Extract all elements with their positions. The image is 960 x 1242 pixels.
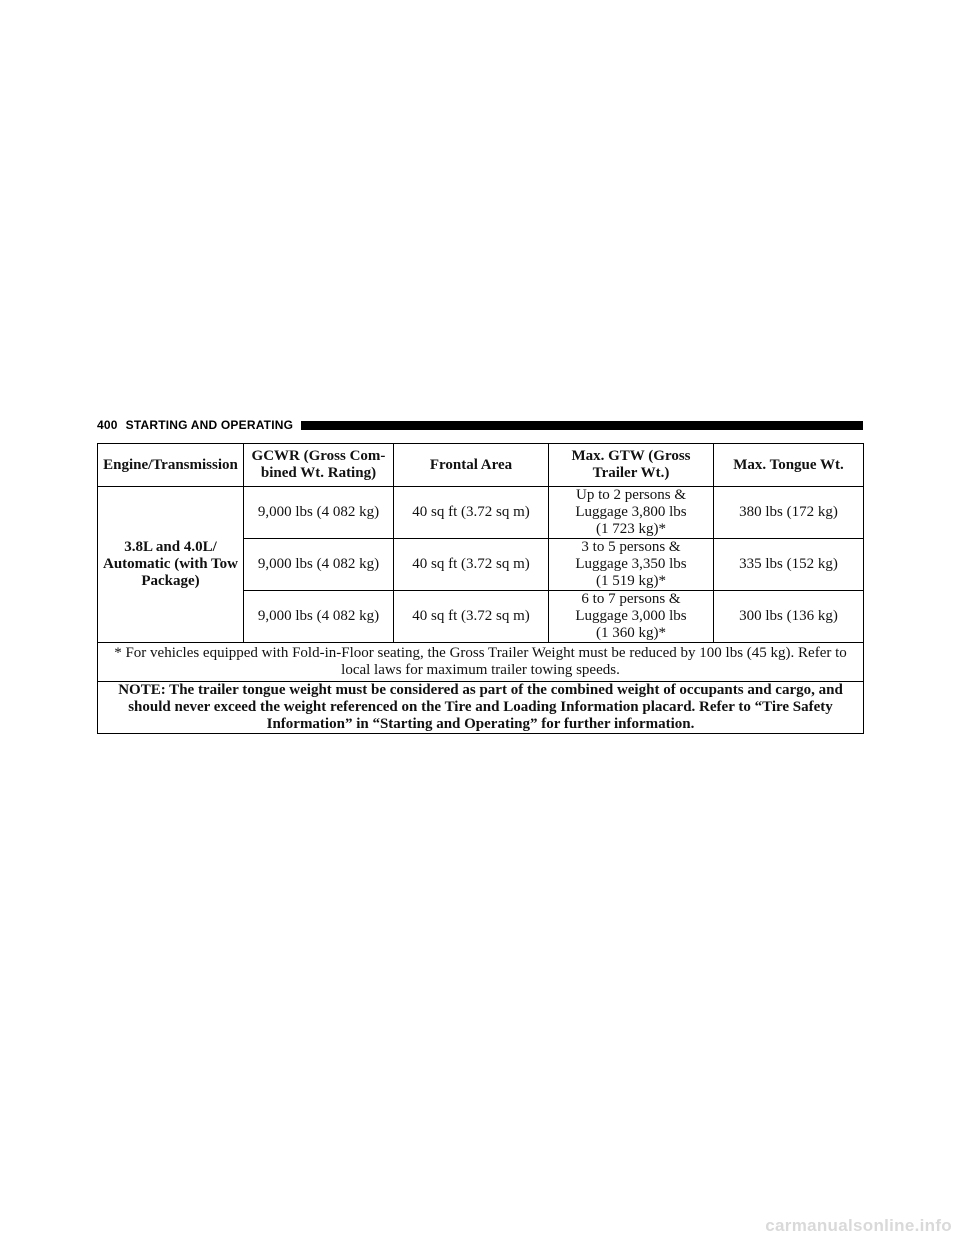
gtw-line: (1 519 kg)* (596, 573, 666, 589)
gtw-line: 3 to 5 persons & (581, 539, 681, 555)
towing-spec-table (97, 443, 864, 734)
column-header-engine: Engine/Transmission (98, 444, 244, 487)
table-header-row (98, 444, 864, 487)
gcwr-cell: 9,000 lbs (4 082 kg) (244, 539, 394, 591)
watermark: carmanualsonline.info (765, 1216, 952, 1235)
tongue-weight-cell: 335 lbs (152 kg) (714, 539, 864, 591)
header-rule (301, 421, 863, 430)
section-title: STARTING AND OPERATING (125, 418, 294, 432)
page-number: 400 (97, 418, 118, 432)
tongue-weight-cell: 380 lbs (172 kg) (714, 487, 864, 539)
gtw-line: 6 to 7 persons & (581, 591, 681, 607)
gcwr-cell: 9,000 lbs (4 082 kg) (244, 591, 394, 643)
column-header-gtw: Max. GTW (Gross Trailer Wt.) (549, 444, 714, 487)
column-header-gcwr: GCWR (Gross Com- bined Wt. Rating) (244, 444, 394, 487)
gtw-line: (1 723 kg)* (596, 521, 666, 537)
note-row (98, 682, 864, 734)
gtw-cell (549, 539, 714, 591)
gtw-line: (1 360 kg)* (596, 625, 666, 641)
table-row (98, 487, 864, 539)
gtw-line: Luggage 3,800 lbs (575, 504, 687, 520)
column-header-frontal-area: Frontal Area (394, 444, 549, 487)
column-header-tongue-weight: Max. Tongue Wt. (714, 444, 864, 487)
gtw-line: Luggage 3,350 lbs (575, 556, 687, 572)
tongue-weight-cell: 300 lbs (136 kg) (714, 591, 864, 643)
gtw-line: Up to 2 persons & (576, 487, 686, 503)
note-text: NOTE: The trailer tongue weight must be considered as part of the combined weight of occupants and cargo, and should never exceed the weight referenced on the Tire and Loading Information placard. Refer to “Tire Safety Information” in “Starting and Operating” for further information. (98, 682, 864, 734)
gtw-cell (549, 487, 714, 539)
frontal-area-cell: 40 sq ft (3.72 sq m) (394, 487, 549, 539)
gcwr-cell: 9,000 lbs (4 082 kg) (244, 487, 394, 539)
footnote-text: * For vehicles equipped with Fold-in-Floor seating, the Gross Trailer Weight must be reduced by 100 lbs (45 kg). Refer to local laws for maximum trailer towing speeds. (98, 643, 864, 682)
frontal-area-cell: 40 sq ft (3.72 sq m) (394, 539, 549, 591)
engine-cell: 3.8L and 4.0L/ Automatic (with Tow Package) (98, 487, 244, 643)
page-header (97, 418, 863, 432)
footnote-row (98, 643, 864, 682)
gtw-cell (549, 591, 714, 643)
frontal-area-cell: 40 sq ft (3.72 sq m) (394, 591, 549, 643)
gtw-line: Luggage 3,000 lbs (575, 608, 687, 624)
